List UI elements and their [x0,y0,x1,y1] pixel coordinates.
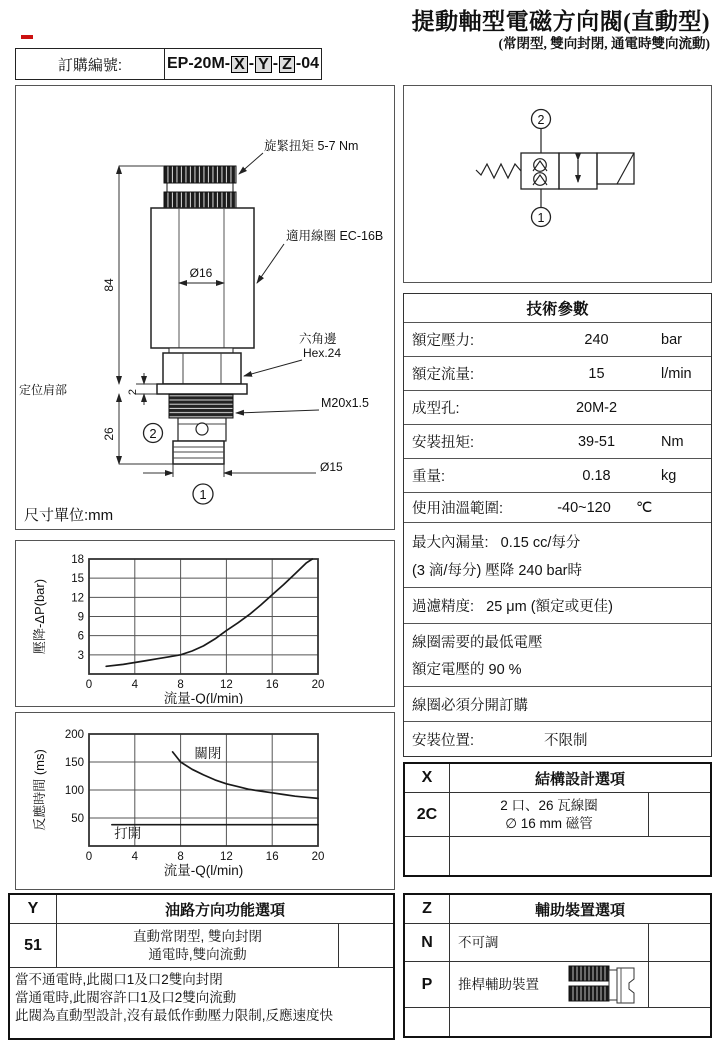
y-table-header: 油路方向功能選項 [164,901,285,919]
tech-label: 額定壓力: [412,333,475,349]
tech-mounting-row [404,721,711,756]
z-empty-desc [450,1008,710,1036]
y-axis-label: 壓降-ΔP(bar) [32,578,47,655]
filtration-label: 過濾精度: [412,599,475,615]
y-option-line2: 通電時,雙向流動 [148,946,247,962]
tech-header: 技術參數 [526,301,589,318]
x-empty-desc [450,837,710,875]
dim26-label: 26 [102,427,116,441]
dim84-label: 84 [102,278,116,292]
y-note-line1: 當不通電時,此閥口1及口2雙向封閉 [15,972,223,987]
order-code-z: Z [279,56,295,73]
coil-label: 適用線圈 EC-16B [286,229,384,243]
tech-label: 安裝扭矩: [412,435,475,451]
z-table-empty-row [405,1007,710,1036]
tech-value: 39-51 [577,433,616,450]
y-table-note [10,967,393,1038]
x-option-line2: ∅ 16 mm 磁管 [505,815,593,831]
symbol-port2-number: 2 [537,113,545,127]
x-tick-label: 0 [85,679,93,691]
y-tick-label: 100 [64,785,84,797]
thread-leader [236,410,319,413]
tech-unit: l/min [661,365,692,382]
solenoid-slash [617,153,634,184]
hex-label-cn: 六角邊 [299,332,337,346]
leakage-label: 最大內漏量: [412,534,489,551]
tech-value: 15 [588,365,605,382]
tech-value: -40~120 [557,499,611,516]
x-tick-label: 8 [177,679,184,691]
x-empty-code [405,837,450,875]
hex-leader [244,360,302,376]
page-subtitle: (常閉型, 雙向封閉, 通電時雙向流動) [498,36,710,51]
dim2-label: 2 [127,388,139,396]
x-table-option-row [405,792,710,836]
order-code-dash1: - [248,55,255,72]
function-option-table [8,893,395,1040]
auxiliary-option-table [403,893,712,1038]
hex-label-en: Hex.24 [303,346,342,360]
z-empty-code [405,1008,450,1036]
y-table-code: Y [10,895,57,923]
y-tick-label: 50 [71,813,84,825]
order-code-x: X [231,56,248,73]
tech-label: 額定流量: [412,367,475,383]
valve-thread [169,394,233,418]
coil-leader [257,244,284,283]
leakage-line2: (3 滴/每分) 壓降 240 bar時 [412,562,583,579]
technical-parameters-table [403,293,712,757]
x-tick-label: 12 [220,679,233,691]
y-tick-label: 15 [71,573,84,586]
x-tick-label: 16 [265,851,279,863]
tech-coil-note-row: 線圈必須分開訂購 [404,686,711,721]
tech-row-temperature [404,492,711,522]
tech-value: 0.18 [582,467,611,484]
tech-voltage-block [404,623,711,686]
y-tick-label: 18 [71,554,84,566]
page-title: 提動軸型電磁方向閥(直動型) [411,9,710,34]
x-tick-label: 16 [265,679,279,691]
tech-label: 重量: [412,469,446,485]
z-table-header: 輔助裝置選項 [534,901,625,919]
x-table-code: X [405,764,450,792]
y-tick-label: 150 [64,757,84,769]
tech-leakage-block [404,522,711,587]
y-table-option-row [10,923,393,967]
z-option-p-extra-cell [648,962,710,1007]
valve-drawing [16,86,393,527]
valve-drawing-panel [15,85,395,530]
port1-number: 1 [199,487,207,502]
torque-label: 旋緊扭矩 5-7 Nm [264,139,359,153]
x-tick-label: 0 [85,851,93,863]
x-option-line1: 2 口、26 瓦線圈 [500,797,598,813]
thumb-bracket [617,968,634,1003]
y-tick-label: 3 [77,649,84,662]
spring-symbol [476,164,521,178]
order-code-prefix: EP-20M- [166,55,231,72]
tech-row-flow [404,356,711,390]
series-line-壓降 [106,559,312,666]
leakage-line1 [412,531,703,552]
dimension-unit-label: 尺寸單位:mm [24,507,114,524]
z-table-option-row-n [405,923,710,961]
y-option-extra-cell [338,924,393,967]
valve-nut-band-top [164,166,236,183]
z-option-p-desc [450,962,648,1007]
hydraulic-symbol-panel [403,85,712,283]
y-tick-label: 6 [77,630,84,643]
thumb-knurl-bottom [569,986,609,1001]
pressure-drop-chart [16,541,393,704]
z-table-code: Z [405,895,450,923]
mounting-value: 不限制 [544,732,588,749]
z-option-n-desc: 不可調 [458,934,499,950]
z-option-p-label: 推桿輔助裝置 [458,976,539,992]
tech-unit: bar [661,331,682,348]
voltage-line2: 額定電壓的 90 % [412,662,522,678]
x-tick-label: 20 [311,851,325,863]
symbol-port1-number: 1 [537,211,545,225]
y-tick-label: 9 [77,611,84,624]
y-axis-label: 反應時間 (ms) [32,749,47,831]
voltage-line1: 線圈需要的最低電壓 [412,635,543,651]
tech-filtration-row [404,587,711,623]
z-table-option-row-p [405,961,710,1007]
valve-nut-band-bottom [164,192,236,208]
x-option-code: 2C [405,793,450,836]
tech-row-weight [404,458,711,492]
y-option-desc [57,924,338,967]
tech-unit: Nm [661,433,684,450]
push-rod-thumbnail [566,963,646,1007]
chart-annotation: 關閉 [194,746,222,762]
y-option-code: 51 [10,924,57,967]
spool-hole [196,423,208,435]
tech-row-cavity [404,390,711,424]
pressure-drop-chart-panel [15,540,395,707]
response-time-chart [16,713,393,887]
order-number-code [165,49,321,79]
thumb-stem [609,970,617,1000]
z-table-header-row [405,895,710,923]
mounting-label: 安裝位置: [412,732,475,749]
tech-value: 20M-2 [575,399,618,416]
x-axis-label: 流量-Q(l/min) [163,691,244,704]
tech-row-torque [404,424,711,458]
dia15-label: Ø15 [320,460,343,474]
y-note-line3: 此閥為直動型設計,沒有最低作動壓力限制,反應速度快 [15,1007,334,1023]
hydraulic-symbol [404,86,710,280]
x-table-header-row [405,764,710,792]
x-axis-label: 流量-Q(l/min) [163,863,244,878]
tech-label: 使用油溫範圍: [412,501,504,517]
thread-label: M20x1.5 [321,396,369,410]
order-number-box [15,48,322,80]
x-option-extra-cell [648,793,710,836]
response-time-chart-panel [15,712,395,890]
dia16-dim-label: Ø16 [189,266,213,280]
thumb-knurl-top [569,966,609,981]
tech-label: 成型孔: [412,401,460,417]
x-tick-label: 4 [131,679,139,691]
solenoid-symbol [597,153,634,184]
y-tick-label: 200 [64,729,84,741]
tech-unit: ℃ [636,499,653,516]
tech-row-pressure [404,322,711,356]
valve-shoulder [157,384,247,394]
chart-annotation: 打開 [114,826,142,842]
y-table-header-row [10,895,393,923]
x-tick-label: 8 [177,851,184,863]
shoulder-label: 定位肩部 [19,383,68,397]
z-option-n-code: N [405,924,450,961]
y-tick-label: 12 [71,592,84,605]
order-code-y: Y [255,56,272,73]
structure-option-table [403,762,712,877]
tech-unit: kg [661,467,677,484]
torque-leader [239,153,263,174]
red-mark [21,35,33,39]
filtration-value: 25 μm (額定或更佳) [486,599,613,615]
x-tick-label: 12 [220,851,233,863]
port2-number: 2 [149,426,157,441]
x-table-header: 結構設計選項 [534,770,625,788]
x-table-empty-row [405,836,710,875]
order-number-label: 訂購編號: [16,49,165,79]
tech-value: 240 [584,331,609,348]
z-option-n-extra-cell [648,924,710,961]
y-note-line2: 當通電時,此閥容許口1及口2雙向流動 [15,989,237,1005]
valve-hex [163,353,241,384]
z-option-p-code: P [405,962,450,1007]
x-tick-label: 4 [131,851,139,863]
x-option-desc [450,793,648,836]
leakage-value: 0.15 cc/每分 [500,534,581,551]
x-tick-label: 20 [311,679,325,691]
valve-nut-gap [167,183,233,192]
order-code-suffix: -04 [295,55,320,72]
y-option-line1: 直動常閉型, 雙向封閉 [132,928,262,944]
order-code-dash2: - [272,55,279,72]
